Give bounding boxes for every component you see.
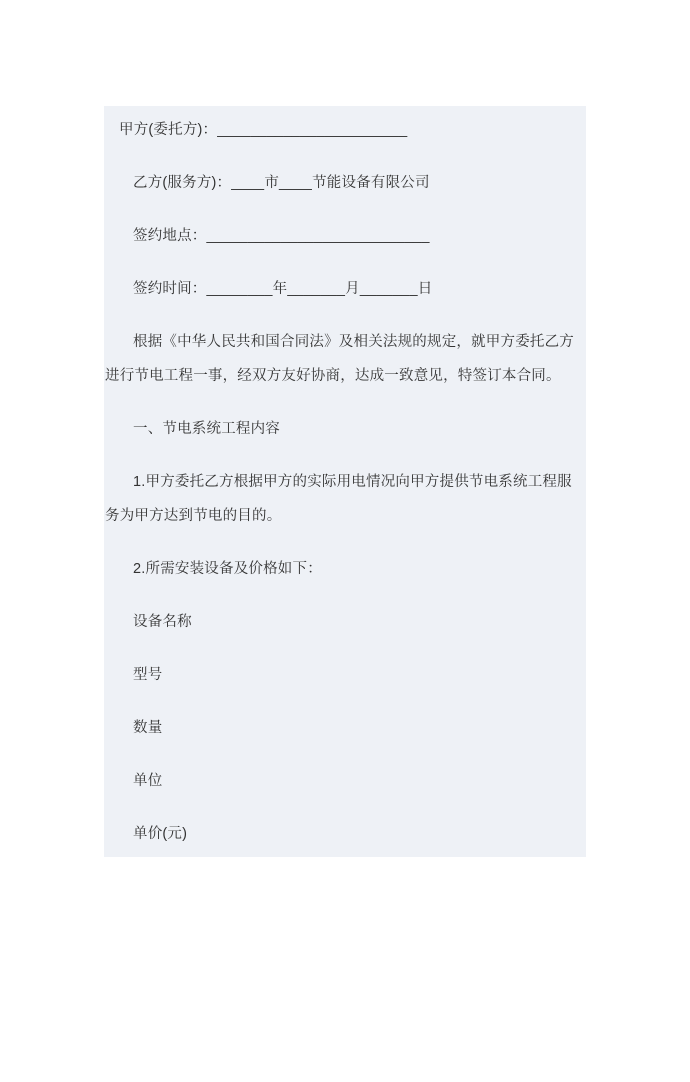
equipment-label-unit-price: 单价(元)	[133, 826, 188, 842]
clause-1-paragraph: 1.甲方委托乙方根据甲方的实际用电情况向甲方提供节电系统工程服务为甲方达到节电的目的。	[105, 474, 572, 524]
document-viewer-background	[0, 106, 690, 1082]
equipment-label-quantity: 数量	[133, 720, 163, 736]
preamble-paragraph: 根据《中华人民共和国合同法》及相关法规的规定，就甲方委托乙方进行节电工程一事，经双方友好协商，达成一致意见，特签订本合同。	[105, 334, 574, 384]
section-1-heading: 一、节电系统工程内容	[133, 421, 280, 437]
equipment-label-model: 型号	[133, 667, 163, 683]
contract-page	[104, 106, 586, 857]
equipment-label-unit: 单位	[133, 773, 163, 789]
party-b-line: 乙方(服务方)：____市____节能设备有限公司	[133, 175, 430, 191]
party-a-line: 甲方(委托方)：_______________________	[119, 122, 408, 138]
equipment-label-name: 设备名称	[133, 614, 192, 630]
sign-place-line: 签约地点：___________________________	[133, 228, 430, 244]
sign-date-line: 签约时间：________年_______月_______日	[133, 281, 433, 297]
clause-2-paragraph: 2.所需安装设备及价格如下：	[133, 561, 322, 577]
